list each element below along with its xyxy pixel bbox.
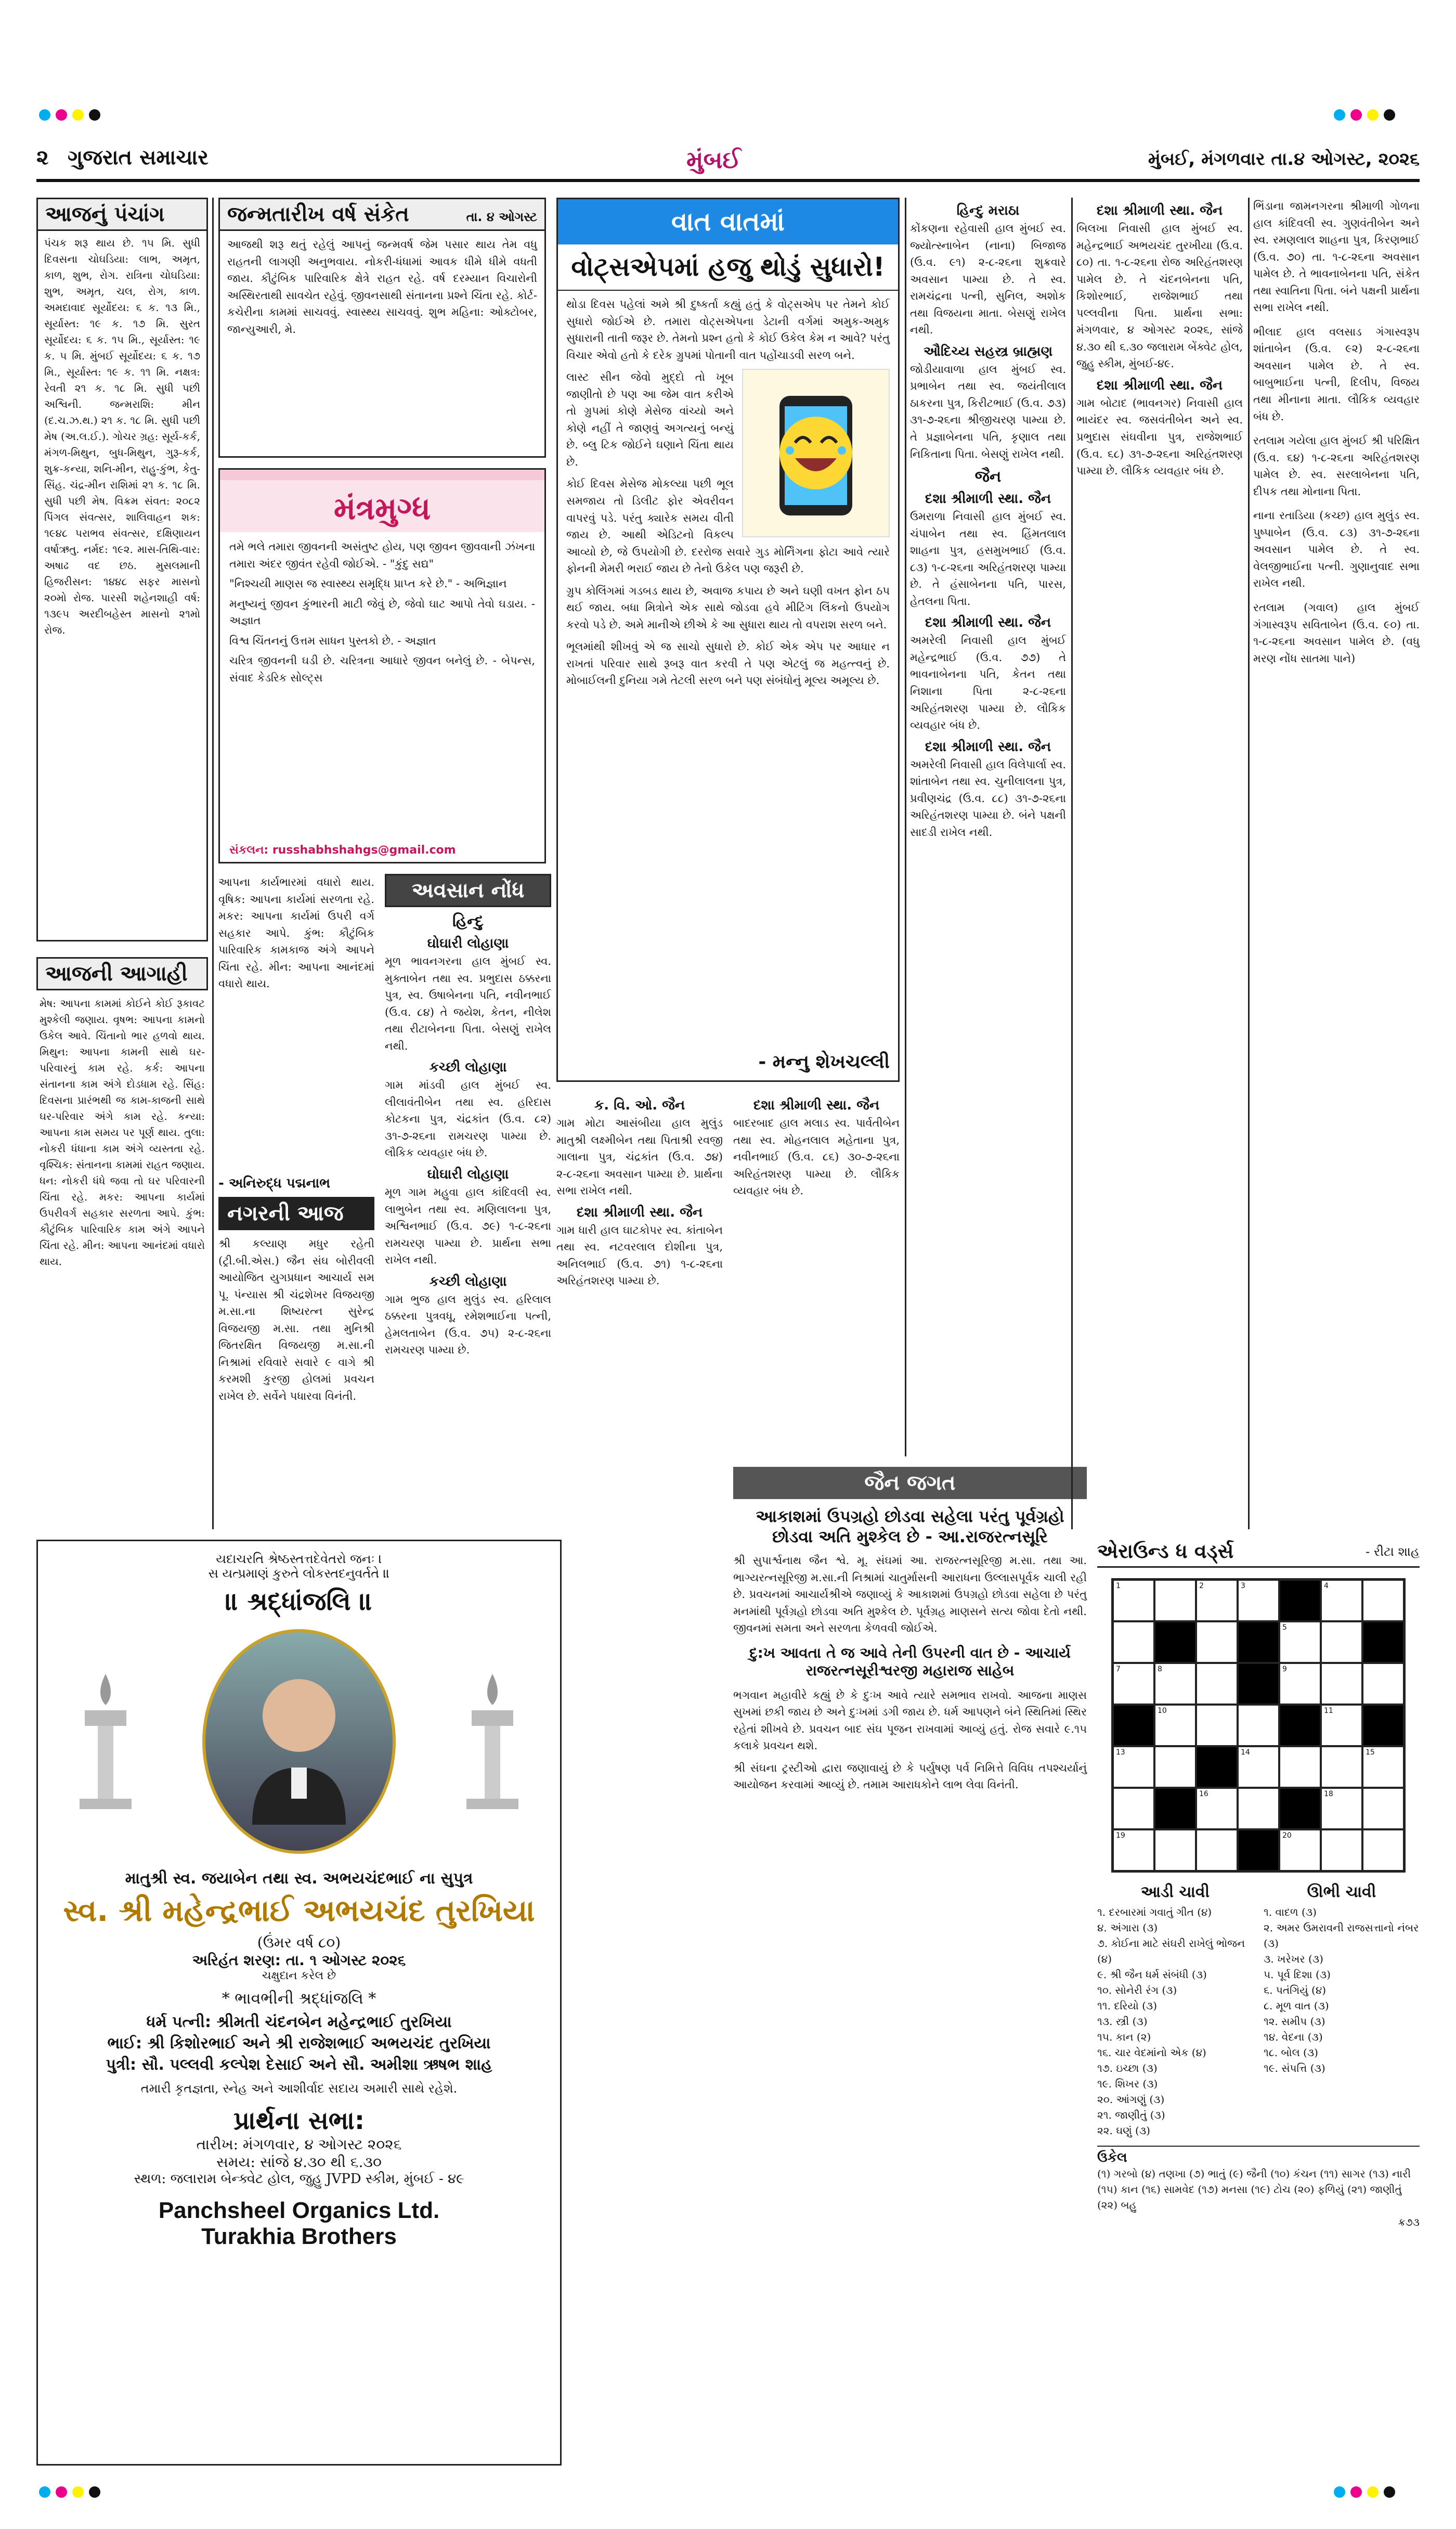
column-rule (905, 198, 906, 1456)
page-number: ૨ (36, 146, 49, 170)
across-clue: ૨૧. જાણીતું (૩) (1097, 2109, 1165, 2121)
nagarni-aaj-author: - અનિરુદ્ધ પદ્મનાભ (218, 1176, 331, 1191)
grid-cell[interactable] (1154, 1580, 1196, 1621)
col4-title-1: દશા શ્રીમાળી સ્થા. જૈન (1096, 203, 1223, 218)
grid-cell[interactable] (1362, 1829, 1404, 1871)
grid-cell[interactable]: 9 (1279, 1663, 1321, 1705)
down-clue: ૩. ખરેખર (૩) (1264, 1953, 1323, 1965)
sloka-line-1: યદાચરતિ શ્રેષ્ઠસ્તત્તદેવેતરો જનઃ । (216, 1552, 382, 1566)
grid-cell-black (1279, 1580, 1321, 1621)
mantramugdh-decor (220, 470, 544, 480)
nagarni-aaj-box (218, 1176, 374, 1529)
col4-body-1: બિલખા નિવાસી હાલ મુંબઈ સ્વ. મહેન્દ્રભાઈ અભયચંદ તુરખીયા (ઉ.વ. ૮૦) તા. ૧-૮-૨૬ના રોજ અરિહંતશરણ પામેલ છે. તે ચંદનબેનના પતિ, કિશોરભાઈ, રાજેશભાઈ તથા પલ્લવીના પિતા. પ્રાર્થના સભા: મંગળવાર, ૪ ઓગસ્ટ ૨૦૨૬, સાંજે ૪.૩૦ થી ૬.૩૦ જલારામ બેંક્વેટ હોલ, જુહુ સ્કીમ, મુંબઈ-૪૯. (1076, 222, 1243, 370)
top-registration-marks-right (1331, 109, 1435, 125)
answers-title: ઉકેલ (1097, 2146, 1420, 2166)
col4-body-2: ગામ બોટાદ (ભાવનગર) નિવાસી હાલ ભાયંદર સ્વ. જસવંતીબેન અને સ્વ. પ્રભુદાસ સંઘવીના પુત્ર, રાજેશભાઈ (ઉ.વ. ૬૮) ૩૧-૭-૨૬ના અરિહંતશરણ પામ્યા છે. લૌકિક વ્યવહાર બંધ છે. (1076, 396, 1243, 478)
daughter-line: પુત્રી: સૌ. પલ્લવી કલ્પેશ દેસાઈ અને સૌ. અમીશા ઋષભ શાહ (106, 2056, 492, 2074)
janmatarikh-title: જન્મતારીખ વર્ષ સંકેત (227, 202, 409, 226)
vaat-title: વાત વાતમાં (671, 207, 785, 237)
vaat-body-1: થોડા દિવસ પહેલાં અમે શ્રી દુષ્કર્તા કહ્યું હતું કે વોટ્સએપ પર તેમને કોઈ સુધારો જોઈએ છે. તમારા વોટ્સએપના ડેટાની વર્ગમાં અમુક-અમુક સુધારાની તાતી જરૂર છે. તેમનો પ્રશ્ન હતો કે કોઈ ઉકેલ કેમ ન આવે? પરંતુ વિચાર એવો હતો કે દરેક ગ્રુપમાં પોતાની વાત પહોંચાડવી સરળ બને. (566, 298, 890, 362)
prarthana-date: તારીખ: મંગળવાર, ૪ ઓગસ્ટ ૨૦૨૬ (196, 2136, 402, 2153)
avsan-section (385, 874, 551, 1524)
emoji-illustration (742, 369, 890, 537)
col3b-title-1: દશા શ્રીમાળી સ્થા. જૈન (753, 1098, 880, 1113)
crossword-code: ક્ર૭૩ (1398, 2216, 1420, 2228)
quote-3: મનુષ્યનું જીવન કુંભારની માટી જેવું છે, જેવો ઘાટ આપો તેવો ઘડાય. - અજ્ઞાત (229, 597, 535, 627)
person-portrait-icon (237, 1658, 361, 1825)
grid-cell[interactable] (1154, 1829, 1196, 1871)
grid-cell-black (1362, 1705, 1404, 1746)
panchang-title: આજનું પંચાંગ (36, 198, 208, 231)
mid-body-4: અમરેલી નિવાસી હાલ મુંબઈ મહેન્દ્રભાઈ (ઉ.વ. ૭૭) તે ભાવનાબેનના પતિ, કેતન તથા નિશાના પિતા ૨-૮-૨૬ના અરિહંતશરણ પામ્યા છે. લૌકિક વ્યવહાર બંધ છે. (910, 634, 1066, 732)
grid-cell[interactable]: 3 (1238, 1580, 1279, 1621)
grid-cell[interactable] (1362, 1788, 1404, 1829)
grid-cell-black (1113, 1705, 1154, 1746)
mid-title-4: દશા શ્રીમાળી સ્થા. જૈન (925, 615, 1051, 631)
grid-cell-black (1154, 1788, 1196, 1829)
mantramugdh-title: મંત્રમુગ્ધ (220, 480, 544, 532)
down-title: ઊભી ચાવી (1307, 1883, 1376, 1901)
grid-cell[interactable] (1362, 1663, 1404, 1705)
quote-1: તમે ભલે તમારા જીવનની અસંતુષ્ટ હોય, પણ જીવન જીવવાની ઝંખના તમારા અંદર જીવંત રહેવી જોઈએ. - "કુંદુ સદ્ય" (229, 540, 535, 570)
col5-body-5: રતલામ (ગવાલ) હાલ મુંબઈ ગંગાસ્વરૂપ સવિતાબેન (ઉ.વ. ૯૦) તા. ૧-૮-૨૬ના અવસાન પામેલ છે. (વધુ મરણ નોંધ સાતમા પાને) (1253, 601, 1420, 665)
grid-cell[interactable] (1321, 1663, 1362, 1705)
notice-title-1: ઘોઘારી લોહાણા (427, 936, 509, 951)
janmatarikh-box (218, 198, 546, 458)
shraddhanjali-title: ॥ શ્રદ્ધાંજલિ ॥ (225, 1587, 373, 1616)
quote-2: "નિશ્ચયી માણસ જ સ્વાસ્થ્ય સમૃદ્ધિ પ્રાપ્ત કરે છે." - અભિજ્ઞાન (229, 577, 507, 590)
crossword-title: એરાઉન્ડ ધ વર્ડ્સ (1097, 1540, 1234, 1563)
grid-cell[interactable]: 19 (1113, 1829, 1154, 1871)
grid-cell[interactable]: 13 (1113, 1746, 1154, 1788)
jain-jagat-section (733, 1467, 1087, 2455)
grid-cell[interactable]: 5 (1279, 1621, 1321, 1663)
nagarni-aaj-title: નગરની આજ (218, 1197, 374, 1230)
across-clue: ૧૧. દરિયો (૩) (1097, 1999, 1158, 2012)
company-2: Turakhia Brothers (201, 2224, 397, 2249)
across-clue: ૧૩. સ્ત્રી (૩) (1097, 2015, 1148, 2028)
mid-title-3: દશા શ્રીમાળી સ્થા. જૈન (925, 491, 1051, 507)
grid-cell[interactable]: 4 (1321, 1580, 1362, 1621)
grid-cell-black (1362, 1621, 1404, 1663)
deceased-age: (ઉંમર વર્ષ ૮૦) (257, 1934, 341, 1951)
grid-cell-black (1279, 1705, 1321, 1746)
bottom-registration-marks (36, 2486, 244, 2502)
down-clue: ૨. અમર ઉમરાવની રાજસત્તાનો નંબર (૩) (1264, 1921, 1419, 1950)
grid-cell[interactable] (1321, 1829, 1362, 1871)
vaat-body-4: ગ્રુપ કોલિંગમાં ગડબડ થાય છે, અવાજ કપાય છે અને ઘણી વખત ફોન ઠપ થઈ જાય. બધા મિત્રોને એક સાથે જોડવા હવે મીટિંગ લિંકનો ઉપયોગ કરવો પડે છે. અમે માનીએ છીએ કે આ સુધારા થાય તો વપરાશ સરળ બને. (566, 584, 890, 631)
lamp-right-icon (440, 1663, 544, 1820)
grid-cell[interactable]: 18 (1321, 1788, 1362, 1829)
grid-cell[interactable]: 7 (1113, 1663, 1154, 1705)
down-clue: ૧૨. સમીપ (૩) (1264, 2015, 1325, 2028)
across-clue: ૨૦. આંગણું (૩) (1097, 2093, 1165, 2106)
grid-cell[interactable] (1113, 1621, 1154, 1663)
top-registration-marks (36, 109, 244, 125)
notice-body-3: મૂળ ગામ મહુવા હાલ કાંદિવલી સ્વ. લાભુબેન તથા સ્વ. મણિલાલના પુત્ર, અશ્વિનભાઈ (ઉ.વ. ૭૯) ૧-૮-૨૬ના રામચરણ પામ્યા છે. પ્રાર્થના સભા રાખેલ નથી. (385, 1186, 551, 1267)
janmatarikh-date: તા. ૪ ઓગસ્ટ (466, 210, 537, 224)
avsan-hindu: હિન્દુ (452, 912, 484, 931)
bhaav-line: * ભાવભીની શ્રદ્ધાંજલિ * (222, 1990, 376, 2008)
across-clue: ૧૯. શિખર (૩) (1097, 2078, 1158, 2090)
mid-title-5: દશા શ્રીમાળી સ્થા. જૈન (925, 739, 1051, 755)
grid-cell[interactable]: 10 (1154, 1705, 1196, 1746)
col3-body-2: ગામ ધારી હાલ ઘાટકોપર સ્વ. કાંતાબેન તથા સ્વ. નટવરલાલ દોશીના પુત્ર, અનિલભાઈ (ઉ.વ. ૭૧) ૧-૮-૨૬ના અરિહંતશરણ પામ્યા છે. (556, 1223, 723, 1287)
down-clue: ૧૯. સંપત્તિ (૩) (1264, 2062, 1325, 2074)
panchang-box (36, 198, 208, 941)
quote-5: ચરિત્ર જીવનની ઘડી છે. ચરિત્રના આધારે જીવન બનેલું છે. - બેપન્સ, સંવાદ કેડરિક સોલ્ટ્સ (229, 654, 535, 684)
down-clue: ૧. વાદળ (૩) (1264, 1906, 1317, 1918)
col5-body-3: રતલામ ગયેલા હાલ મુંબઈ શ્રી પરિક્ષિત (ઉ.વ. ૬૪) ૧-૮-૨૬ના અરિહંતશરણ પામેલ છે. સ્વ. સરલાબેનના પતિ, દીપક તથા મોનાના પિતા. (1253, 434, 1420, 498)
mid-body-2: જોડીયાવાળા હાલ મુંબઈ સ્વ. પ્રભાબેન તથા સ્વ. જયંતીલાલ ઠાકરના પુત્ર, કિરીટભાઈ (ઉ.વ. ૭૩) ૩૧-૭-૨૬ના શ્રીજીચરણ પામ્યા છે. તે પ્રજ્ઞાબેનના પતિ, કૃણાલ તથા નિકિતાના પિતા. બેસણું રાખેલ નથી. (910, 363, 1066, 460)
across-clue: ૧૬. ચાર વેદમાંનો એક (૪) (1097, 2046, 1206, 2059)
across-clue: ૧૦. સોનેરી રંગ (૩) (1097, 1984, 1177, 1996)
grid-cell[interactable] (1321, 1621, 1362, 1663)
sloka-line-2: સ યત્પ્રમાણં કુરુતે લોકસ્તદનુવર્તતે ॥ (208, 1566, 390, 1581)
across-clue: ૪. અંગારા (૩) (1097, 1921, 1158, 1934)
notice-title-4: કચ્છી લોહાણા (429, 1273, 507, 1289)
grid-cell[interactable] (1279, 1746, 1321, 1788)
grid-cell[interactable]: 20 (1279, 1829, 1321, 1871)
parents-line: માતુશ્રી સ્વ. જયાબેન તથા સ્વ. અભયચંદભાઈ ના સુપુત્ર (125, 1869, 473, 1888)
notice-body-2: ગામ માંડવી હાલ મુંબઈ સ્વ. લીલાવંતીબેન તથા સ્વ. હરિદાસ કોટકના પુત્ર, ચંદ્રકાંત (ઉ.વ. ૮૨) ૩૧-૭-૨૬ના રામચરણ પામ્યા છે. લૌકિક વ્યવહાર બંધ છે. (385, 1079, 551, 1159)
grid-cell[interactable] (1196, 1663, 1238, 1705)
column-rule (212, 198, 214, 1529)
middle-obituaries (910, 198, 1066, 1529)
crossword-answers: (૧) ગરબો (૪) તણખા (૭) ભાતું (૯) જૈની (૧૦) કંચન (૧૧) સાગર (૧૩) નારી (૧૫) કાન (૧૬) સામવેદ (૧૭) મનસા (૧૯) ટોચ (૨૦) ફળિયું (૨૧) જાણીતું (૨૨) બહુ (1097, 2167, 1411, 2211)
crossword-section (1097, 1540, 1420, 2466)
vaat-author: - મન્નુ શેખચલ્લી (758, 1051, 890, 1073)
grid-cell[interactable]: 11 (1321, 1705, 1362, 1746)
vaat-body-2: લાસ્ટ સીન જેવો મુદ્દો તો ખૂબ જાણીતો છે પણ આ જેમ વાત કરીએ તો ગ્રુપમાં કોણે મેસેજ વાંચ્યો અને કોણે નહીં તે જાણવું અગત્યનું બન્યું છે. બ્લુ ટિક જોઈને ઘણાને ચિંતા થાય છે. (566, 371, 734, 468)
grid-cell[interactable]: 8 (1154, 1663, 1196, 1705)
prarthana-time: સમય: સાંજે ૪.૩૦ થી ૬.૩૦ (216, 2153, 382, 2171)
grid-cell-black (1238, 1829, 1279, 1871)
jain-headline-2: છોડવા અતિ મુશ્કેલ છે - આ.રાજરત્નસૂરિ (772, 1527, 1048, 1546)
vaat-body-5: ભૂલમાંથી શીખવું એ જ સાચો સુધારો છે. કોઈ એક એપ પર આધાર ન રાખતાં પરિવાર સાથે રૂબરૂ વાત કરવી તે પણ એટલું જ મહત્ત્વનું છે. મોબાઈલની દુનિયા ગમે તેટલી સરળ બને પણ સંબંધોનું મૂલ્ય અમૂલ્ય છે. (566, 640, 890, 687)
grid-cell[interactable]: 16 (1196, 1788, 1238, 1829)
jain-body-1: શ્રી સુપાર્શ્વનાથ જૈન શ્વે. મૂ. સંઘમાં આ. રાજરત્નસૂરિજી મ.સા. તથા આ. ભાગ્યરત્નસૂરિજી મ.સા.ની નિશ્રામાં ચાતુર્માસની આરાધના ઉલ્લાસપૂર્વક ચાલી રહી છે. પ્રવચનમાં આચાર્યશ્રીએ જણાવ્યું કે આકાશમાં ઉપગ્રહો છોડવા સહેલા છે પરંતુ મનમાંથી પૂર્વગ્રહો છોડવા અતિ મુશ્કેલ છે. પૂર્વગ્રહ માણસને સત્ય જોવા દેતો નથી. જીવનમાં સમતા અને સરળતા કેળવવી જોઈએ. (733, 1554, 1087, 1635)
edition-date: મુંબઈ, મંગળવાર તા.૪ ઓગસ્ટ, ૨૦૨૬ (1148, 149, 1420, 170)
col4-title-2: દશા શ્રીમાળી સ્થા. જૈન (1096, 377, 1223, 393)
column-rule (1071, 198, 1073, 1529)
across-clue: ૨૨. ઘણું (૩) (1097, 2124, 1150, 2137)
eye-donation: ચક્ષુદાન કરેલ છે (262, 1969, 336, 1982)
grid-cell[interactable]: 15 (1362, 1746, 1404, 1788)
quote-4: વિશ્વ ચિંતનનું ઉત્તમ સાધન પુસ્તકો છે. - અજ્ઞાત (229, 634, 436, 647)
col3-title-1: ક. વિ. ઓ. જૈન (594, 1098, 685, 1113)
mid-jain-heading: જૈન (974, 468, 1002, 486)
col3b-lower-obituaries (733, 1092, 900, 1456)
agahi-title: આજની આગાહી (36, 957, 208, 990)
col5-body-4: નાના રતાડિયા (કચ્છ) હાલ મુલુંડ સ્વ. પુષ્પાબેન (ઉ.વ. ૮૩) ૩૧-૭-૨૬ના અવસાન પામેલ છે. તે સ્વ. વેલજીભાઈના પત્ની. ગુણાનુવાદ સભા રાખેલ નથી. (1253, 509, 1420, 590)
mantramugdh-box (218, 468, 546, 863)
prarthana-place: સ્થળ: જલારામ બેન્ક્વેટ હોલ, જુહુ JVPD સ્કીમ, મુંબઈ - ૪૯ (134, 2171, 464, 2187)
page-header (36, 146, 1420, 182)
grid-cell[interactable] (1362, 1580, 1404, 1621)
vaat-title-bar (558, 199, 898, 244)
notice-body-4: ગામ ભુજ હાલ મુલુંડ સ્વ. હરિલાલ ઠક્કરના પુત્રવધૂ, રમેશભાઈના પત્ની, હેમલતાબેન (ઉ.વ. ૭૫) ૨-૮-૨૬ના રામચરણ પામ્યા છે. (385, 1293, 551, 1357)
janmatarikh-body: આજથી શરૂ થતું રહેલું આપનું જન્મવર્ષ જેમ પસાર થાય તેમ વધુ રાહતની લાગણી અનુભવાય. નોકરી-ધંધામાં આવક ધીમે ધીમે વધતી જાય. કૌટુંબિક પારિવારિક ક્ષેત્રે રાહત રહે. વર્ષ દરમ્યાન વિચારોની અસ્થિરતાથી સાવચેત રહેવું. જીવનસાથી સંતાનના પ્રશ્ને ચિંતા રહે. કોર્ટ-કચેરીના કામમાં સાચવવું. સ્વાસ્થ્ય સાચવવું. શુભ મહિના: ઓક્ટોબર, જાન્યુઆરી, મે. (227, 238, 537, 336)
section-title: મુંબઈ (686, 146, 741, 174)
grid-cell[interactable] (1113, 1788, 1154, 1829)
death-date: અરિહંત શરણ: તા. ૧ ઓગસ્ટ ૨૦૨૬ (192, 1952, 406, 1969)
down-clue: ૧૮. બોલ (૩) (1264, 2046, 1318, 2059)
bottom-registration-marks-right (1331, 2486, 1435, 2502)
grid-cell-black (1196, 1746, 1238, 1788)
column-rule (1248, 198, 1250, 1529)
janmavarsh-continued: આપના કાર્યભારમાં વધારો થાય. વૃષિક: આપના કાર્યમાં સરળતા રહે. મકર: આપના કાર્યમાં ઉપરી વર્ગ સહકાર આપે. કુંભ: કૌટુંબિક પારિવારિક કામકાજ અંગે આપને ચિંતા રહે. મીન: આપના આનંદમાં વધારો થાય. (218, 876, 374, 990)
down-clue: ૮. મૂળ વાત (૩) (1264, 1999, 1329, 2012)
vaat-headline: વોટ્સએપમાં હજુ થોડું સુધારો! (558, 244, 898, 291)
avsan-title: અવસાન નોંધ (385, 874, 551, 907)
grid-cell-black (1154, 1621, 1196, 1663)
col3-lower-obituaries (556, 1092, 723, 1977)
prarthana-title: પ્રાર્થના સભા: (233, 2106, 365, 2135)
jain-jagat-title: જૈન જગત (733, 1467, 1087, 1499)
grid-cell[interactable]: 14 (1238, 1746, 1279, 1788)
jain-body-3: શ્રી સંઘના ટ્રસ્ટીઓ દ્વારા જણાવાયું છે કે પર્યુષણ પર્વ નિમિત્તે વિવિધ તપશ્ચર્યાનું આયોજન કરવામાં આવ્યું છે. તમામ આરાધકોને લાભ લેવા વિનંતી. (733, 1761, 1087, 1791)
col3-body-1: ગામ મોટા આસંબીયા હાલ મુલુંડ માતુશ્રી લક્ષ્મીબેન તથા પિતાશ્રી રવજી ગાલાના પુત્ર, ચંદ્રકાંત (ઉ.વ. ૭૪) ૨-૮-૨૬ના અવસાન પામ્યા છે. પ્રાર્થના સભા રાખેલ નથી. (556, 1117, 723, 1197)
nagarni-aaj-body: શ્રી કલ્યાણ મધુર રહેતી (ટ્રી.બી.એસ.) જૈન સંઘ બોરીવલી આયોજિત યુગપ્રધાન આચાર્ય સમ પૂ. પંન્યાસ શ્રી ચંદ્રશેખર વિજયજી મ.સા.ના શિષ્યરત્ન સુરેન્દ્ર વિજયજી મ.સા. તથા મુનિશ્રી જિતરક્ષિત વિજયજી મ.સા.ની નિશ્રામાં રવિવારે સવારે ૯ વાગે શ્રી કરમશી કુરજી હોલમાં પ્રવચન રાખેલ છે. સર્વેને પધારવા વિનંતી. (218, 1237, 374, 1402)
mid-body-1: કોંકણના રહેવાસી હાલ મુંબઈ સ્વ. જ્યોત્સ્નાબેન (નાના) બિજાજ (ઉ.વ. ૯૧) ૨-૮-૨૬ના શુક્રવારે અવસાન પામ્યા છે. તે સ્વ. રામચંદ્રના પત્ની, સુનિલ, અશોક તથા વિજયના માતા. બેસણું રાખેલ નથી. (910, 222, 1066, 337)
across-clue: ૧૭. ઇચ્છા (૩) (1097, 2062, 1158, 2074)
col3b-body-1: બાદરબાદ હાલ મલાડ સ્વ. પાર્વતીબેન તથા સ્વ. મોહનલાલ મહેતાના પુત્ર, નવીનભાઈ (ઉ.વ. ૮૬) ૩૦-૭-૨૬ના અરિહંતશરણ પામ્યા છે. લૌકિક વ્યવહાર બંધ છે. (733, 1117, 900, 1197)
grid-cell[interactable] (1196, 1705, 1238, 1746)
jain-headline-1: આકાશમાં ઉપગ્રહો છોડવા સહેલા પરંતુ પૂર્વગ્રહો (756, 1506, 1064, 1526)
grid-cell[interactable]: 1 (1113, 1580, 1154, 1621)
grid-cell[interactable] (1154, 1746, 1196, 1788)
down-clue: ૫. પૂર્વ દિશા (૩) (1264, 1968, 1331, 1981)
mantramugdh-quotes (220, 532, 544, 695)
grid-cell[interactable] (1321, 1746, 1362, 1788)
col5-obituaries (1253, 198, 1420, 1529)
agahi-box (36, 957, 208, 1529)
notice-title-3: ઘોઘારી લોહાણા (427, 1167, 509, 1183)
grid-cell-black (1238, 1663, 1279, 1705)
grid-cell-black (1279, 1788, 1321, 1829)
notice-title-2: કચ્છી લોહાણા (429, 1060, 507, 1076)
grid-cell[interactable]: 2 (1196, 1580, 1238, 1621)
vaat-body-3: કોઈ દિવસ મેસેજ મોકલ્યા પછી ભૂલ સમજાય તો ડિલીટ ફોર એવરીવન વાપરવું પડે. પરંતુ ક્યારેક સમય વીતી જાય છે. આથી એડિટનો વિકલ્પ આવ્યો છે, જે ઉપયોગી છે. દરરોજ સવારે ગુડ મોર્નિંગના ફોટા આવે ત્યારે ફોનની મેમરી ભરાઈ જાય છે તેનો ઉકેલ પણ જરૂરી છે. (566, 478, 890, 575)
col5-body-1: ભિંડાના જામનગરના શ્રીમાળી ગોળના હાલ કાંદિવલી સ્વ. ગુણવંતીબેન અને સ્વ. રમણલાલ શાહના પુત્ર, કિરણભાઈ (ઉ.વ. ૭૦) તા. ૧-૮-૨૬ના અવસાન પામેલ છે. તે ભાવનાબેનના પતિ, સંકેત તથા સ્વાતિના પિતા. બંને પક્ષની પ્રાર્થના સભા રાખેલ નથી. (1253, 200, 1420, 314)
mid-title-1: હિન્દુ મરાઠા (956, 203, 1020, 218)
down-clue: ૧૪. વેદના (૩) (1264, 2031, 1323, 2043)
mantramugdh-contact: સંકલન: russhabhshahgs@gmail.com (229, 844, 456, 857)
paper-name: ગુજરાત સમાચાર (68, 146, 209, 170)
grid-cell[interactable] (1196, 1621, 1238, 1663)
thanks-line: તમારી કૃતજ્ઞતા, સ્નેહ અને આશીર્વાદ સદાય અમારી સાથે રહેશે. (140, 2081, 458, 2096)
down-clue: ૬. પતંગિયું (૪) (1264, 1984, 1327, 1996)
deceased-name: સ્વ. શ્રી મહેન્દ્રભાઈ અભયચંદ તુરખિયા (63, 1893, 535, 1928)
across-clue: ૧૫. કાન (૨) (1097, 2031, 1151, 2043)
grid-cell[interactable] (1238, 1705, 1279, 1746)
mid-title-2: ઔદિચ્ય સહસ્ત્ર બ્રાહ્મણ (923, 343, 1053, 359)
sons-line: ભાઈ: શ્રી કિશોરભાઈ અને શ્રી રાજેશભાઈ અભયચંદ તુરખિયા (107, 2034, 491, 2053)
notice-body-1: મૂળ ભાવનગરના હાલ મુંબઈ સ્વ. મુક્તાબેન તથા સ્વ. પ્રભુદાસ ઠક્કરના પુત્ર, સ્વ. ઉષાબેનના પતિ, નવીનભાઈ (ઉ.વ. ૮૪) તે જયેશ, કેતન, નીલેશ તથા રીટાબેનના પિતા. બેસણું રાખેલ નથી. (385, 955, 551, 1052)
across-title: આડી ચાવી (1140, 1883, 1210, 1901)
mid-body-3: ઉમરાળા નિવાસી હાલ મુંબઈ સ્વ. ચંપાબેન તથા સ્વ. હિંમતલાલ શાહના પુત્ર, હસમુખભાઈ (ઉ.વ. ૮૩) ૧-૮-૨૬ના અરિહંતશરણ પામ્યા છે. તે હંસાબેનના પતિ, પારસ, હેતલના પિતા. (910, 510, 1066, 608)
jain-body-2: ભગવાન મહાવીરે કહ્યું છે કે દુઃખ આવે ત્યારે સમભાવ રાખવો. આજના માણસ સુખમાં છકી જાય છે અને દુઃખમાં ડગી જાય છે. ધર્મ આપણને બંને સ્થિતિમાં સ્થિર રહેતાં શીખવે છે. પ્રવચન બાદ સંઘ પૂજન રાખવામાં આવ્યું હતું. રોજ સવારે ૯.૧૫ કલાકે પ્રવચન થશે. (733, 1688, 1087, 1752)
across-clue: ૭. કોઈના માટે સંઘરી રાખેલું ભોજન (૪) (1097, 1937, 1245, 1965)
agahi-body: મેષ: આપના કામમાં કોઈને કોઈ રૂકાવટ મુશ્કેલી જણાય. વૃષભ: આપના કામનો ઉકેલ આવે. ચિંતાનો ભાર હળવો થાય. મિથુન: આપના કામની સાથે ઘર-પરિવારનું કામ રહે. કર્ક: આપના સંતાનના કામ અંગે દોડધામ રહે. સિંહ: દિવસના પ્રારંભથી જ કામ-કાજની સાથે ઘર-પરિવાર અંગે કામ રહે. કન્યા: આપના કામ સમય પર પૂર્ણ થાય. તુલા: નોકરી ધંધાના કામ અંગે વ્યસ્તતા રહે. વૃશ્ચિક: સંતાનના કામમાં રાહત જણાય. ધન: નોકરી ધંધે જવા તો ઘર પરિવારની ચિંતા રહે. મકર: આપના કાર્યમાં ઉપરીવર્ગ સહકાર સરળતા આપે. કુંભ: કૌટુંબિક પારિવારિક કામ અંગે આપને ચિંતા રહે. મીન: આપના આનંદમાં વધારો થાય. (40, 997, 205, 1268)
portrait-photo (202, 1629, 396, 1854)
mid-body-5: અમરેલી નિવાસી હાલ વિલેપાર્લા સ્વ. શાંતાબેન તથા સ્વ. ચુનીલાલના પુત્ર, પ્રવીણચંદ્ર (ઉ.વ. ૮૮) ૩૧-૭-૨૬ના અરિહંતશરણ પામ્યા છે. બંને પક્ષની સાદડી રાખેલ નથી. (910, 758, 1066, 838)
crossword-author: - રીટા શાહ (1366, 1544, 1420, 1559)
crossword-grid (1111, 1578, 1406, 1873)
vaat-box (556, 198, 900, 1082)
col4-obituaries (1076, 198, 1243, 1529)
grid-cell[interactable] (1196, 1829, 1238, 1871)
across-clue: ૯. શ્રી જૈન ધર્મ સંબંધી (૩) (1097, 1968, 1207, 1981)
jain-subheadline: દુ:ખ આવતા તે જ આવે તેની ઉપરની વાત છે - આચાર્ય રાજરત્નસૂરીશ્વરજી મહારાજ સાહેબ (749, 1644, 1071, 1679)
shraddhanjali-ad (36, 1540, 562, 2466)
wife-line: ધર્મ પત્ની: શ્રીમતી ચંદનબેન મહેન્દ્રભાઈ તુરખિયા (146, 2013, 452, 2031)
across-clue: ૧. દરબારમાં ગવાતું ગીત (૪) (1097, 1906, 1212, 1918)
lamp-left-icon (54, 1663, 158, 1820)
company-1: Panchsheel Organics Ltd. (158, 2198, 440, 2223)
col3-title-2: દશા શ્રીમાળી સ્થા. જૈન (576, 1204, 703, 1220)
col5-body-2: ભીલાદ હાલ વલસાડ ગંગાસ્વરૂપ શાંતાબેન (ઉ.વ. ૯૨) ૨-૮-૨૬ના અવસાન પામેલ છે. તે સ્વ. બાબુભાઈના પત્ની, દિલીપ, વિજય તથા મીનાના માતા. લૌકિક વ્યવહાર બંધ છે. (1253, 325, 1420, 423)
panchang-body: પંચક શરૂ થાય છે. ૧૫ મિ. સુધી દિવસના ચોઘડિયા: લાભ, અમૃત, કાળ, શુભ, રોગ. રાત્રિના ચોઘડિયા: શુભ, અમૃત, ચલ, રોગ, કાળ. અમદાવાદ સૂર્યોદય: ૬ ક. ૧૩ મિ., સૂર્યાસ્ત: ૧૯ ક. ૧૭ મિ. સુરત સૂર્યોદય: ૬ ક. ૧૫ મિ., સૂર્યાસ્ત: ૧૯ ક. ૫ મિ. મુંબઈ સૂર્યોદય: ૬ ક. ૧૭ મિ., સૂર્યાસ્ત: ૧૯ ક. ૧૧ મિ. નક્ષત્ર: રેવતી ૨૧ ક. ૧૮ મિ. સુધી પછી અશ્વિની. જન્મરાશિ: મીન (દ.ચ.ઝ.થ.) ૨૧ ક. ૧૮ મિ. સુધી પછી મેષ (અ.લ.ઈ.). ગોચર ગ્રહ: સૂર્ય-કર્ક, મંગળ-મિથુન, બુધ-મિથુન, ગુરૂ-કર્ક, શુક્ર-કન્યા, શનિ-મીન, રાહુ-કુંભ, કેતુ-સિંહ. ચંદ્ર-મીન રાશિમાં ૨૧ ક. ૧૮ મિ. સુધી પછી મેષ. વિક્રમ સંવત: ૨૦૮૨ પિંગલ સંવત્સર, શાલિવાહન શક: ૧૯૪૮ પરાભવ સંવત્સર, દક્ષિણાયન વર્ષાઋતુ. નર્મદ: ૧૯૨. માસ-તિથિ-વાર: અષાઢ વદ છઠ. મુસલમાની હિજરીસન: ૧૪૪૮ સફર માસનો ૨૦મો રોજ. પારસી શહેનશાહી વર્ષ: ૧૩૯૫ અરદીબહેસ્ત માસનો ૨૧મો રોજ. (44, 237, 200, 636)
laughing-emoji-icon (759, 385, 873, 521)
decor-row (54, 1627, 544, 1856)
grid-cell-black (1238, 1621, 1279, 1663)
grid-cell[interactable] (1238, 1788, 1279, 1829)
